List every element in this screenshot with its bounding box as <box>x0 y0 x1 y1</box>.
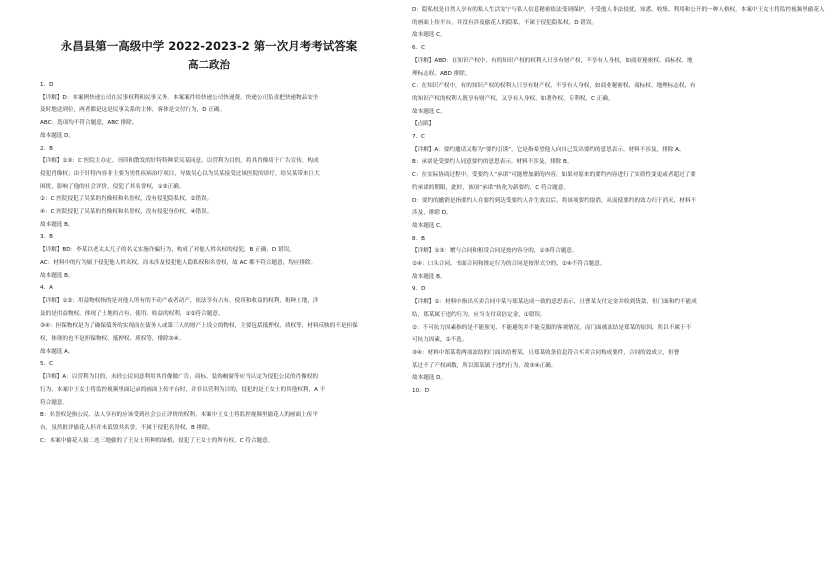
text-line: ②④：口头合同、书面合同和推定行为的合同是按形式分的，②④不符合题意。 <box>412 261 606 268</box>
text-line: 10．D <box>412 388 430 395</box>
right-column-lines <box>412 4 825 398</box>
text-line: 1．D <box>40 82 54 88</box>
text-line: 7．C <box>412 134 426 141</box>
text-line: 故本题选 D。 <box>412 375 447 382</box>
text-line: 某过不了产权函数，所以郑某属于违约行为，故③④正确。 <box>412 362 557 369</box>
text-line: 4．A <box>40 285 53 292</box>
text-line: 5．C <box>40 361 54 368</box>
text-line: 【点睛】 <box>412 121 435 128</box>
text-line: 涉及，排除 D。 <box>412 210 452 217</box>
text-line: ②：不可抗力因素指的是不能预见、不能避免并不能克服的客观情况，而门面被冻结是郑某的原因，所以不属于不 <box>412 324 692 331</box>
text-line: ABC：选项均不符合题意，ABC 排除。 <box>40 120 138 127</box>
text-line: D：隐私权是自然人享有的私人生活安宁与私人信息秘密依法受到保护，不受他人非法侵扰、知悉、收集、利用和公开的一种人格权。本案中王女士将监控视频里偷花人 <box>412 7 825 13</box>
text-line: 及时地送到位，两者都是这是民事关系的主体，客体是交付行为，D 正确。 <box>40 107 226 114</box>
document-title: 永昌县第一高级中学 2022-2023-2 第一次月考考试答案 <box>60 39 358 53</box>
text-line: B：名誉权是指公民、法人享有的应该受到社会公正评价的权利。本案中王女士将监控视频里偷花人的画面上传平 <box>40 412 318 419</box>
text-line: C：本案中偷花人接二连三地偷的了王女士所种的绿植，侵犯了王女士的所有权，C 符合题意。 <box>40 437 274 444</box>
text-line: 的知识产权的权利人既享有财产权，又享有人身权，如著作权、专利权，C 正确。 <box>412 95 614 102</box>
right-column <box>412 4 825 562</box>
text-line: AC：材料中的行为属于侵犯他人姓名权，而未涉及侵犯他人隐私权和名誉权，故 AC 都不符合题意，均应排除。 <box>40 259 317 266</box>
text-line: 【详解】①②：用益物权指的是对他人所有的不动产或者动产，依法享有占有、使用和收益的权利，租种土地，涉 <box>40 297 319 304</box>
text-line: 【详解】A：以营利为目的，未经公民同意利用其肖像做广告、商标、装饰橱窗等应当认定为侵犯公民的肖像权的 <box>40 374 318 381</box>
text-line: 困扰，影响了他的社会评价，侵犯了其名誉权，①③正确。 <box>40 183 185 190</box>
text-line: 的画面上传平台，并没有涉及偷花人的隐私，不属于侵犯隐私权，D 错误。 <box>412 19 598 26</box>
text-line: 权，体现的也不是担保物权、抵押权、质权等，排除③④。 <box>40 336 185 343</box>
text-line: 台，虽然批评偷花人但并未诋毁其名誉，不属于侵犯名誉权，B 排除。 <box>40 424 214 431</box>
text-line: 及的是用益物权，体现了土地的占有、使用、收益的权利，①②符合题意。 <box>40 310 224 317</box>
text-line: 故本题选 B。 <box>40 221 74 228</box>
text-line: ③④：担保物权是为了确保债务的实现而在债务人或第三人的财产上设立的物权，主要包括抵押权、质权等，材料反映的不是担保 <box>40 323 358 330</box>
text-line: 【详解】ABD：在知识产权中，有的知识产权的权利人只享有财产权，不享有人身权，如商业秘密权、商标权、地 <box>412 57 693 64</box>
text-line: ②：C 医院侵犯了吴某的肖像权和名誉权，没有侵犯隐私权，②错误。 <box>40 196 213 203</box>
left-column-lines <box>40 79 378 447</box>
text-line: 故本题选 A。 <box>40 348 74 355</box>
text-line: 【详解】①③：C 医院主办定、刊印和散发的针特特种采吴某同意，以营利为目的，将其肖像用于广告宣传，构成 <box>40 158 319 165</box>
text-line: 【详解】A：要约邀请又称为“要约引诱”，它是指希望他人向自己发出要约的意思表示。材料不涉及，排除 A。 <box>412 146 685 153</box>
text-line: 符合题意。 <box>40 399 68 406</box>
text-line: 故本题选 B。 <box>40 272 74 279</box>
text-line: 【详解】①：材料中指出买卖合同中某与郑某达成一致的意思表示，且曹某支付定金并收到货款，但门面和约不能成 <box>412 299 697 306</box>
text-line: 约承诺的期限，此时，该项“承诺”转化为新要约，C 符合题意。 <box>412 184 569 191</box>
text-line: ④：C 医院侵犯了吴某的肖像权和名誉权，没有侵犯身份权，④错误。 <box>40 209 213 216</box>
text-line: 【详解】BD：李某以老太太儿子的名义实施诈骗行为，构成了对他人姓名权的侵犯，B 正确，D 错误。 <box>40 247 295 254</box>
text-line: 2．B <box>40 145 53 152</box>
text-line: 【详解】D：本案例快递公司在民事权利和民事义务。本案案件给快递公司快递费，快递公司负责把快递物品安全 <box>40 94 319 101</box>
text-line: C：在知识产权中，有的知识产权的权利人只享有财产权，不享有人身权，如商业秘密权、商标权、地理标志权，有 <box>412 83 696 90</box>
text-line: 故本题选 C。 <box>412 108 446 115</box>
text-line: 【详解】①③：赠与合同和租赁合同是按内容分的，①③符合题意。 <box>412 248 578 255</box>
text-line: 3．B <box>40 234 53 241</box>
text-line: B：承诺是受要约人同意要约的意思表示。材料不涉及，排除 B。 <box>412 159 573 166</box>
text-line: 可抗力因素，②不选。 <box>412 337 468 344</box>
text-line: 9．D <box>412 286 426 293</box>
text-line: 结，郑某属于违约行为，应当支付双倍定金，①错误。 <box>412 311 546 318</box>
text-line: 故本题选 D。 <box>40 132 75 139</box>
document-subtitle: 高二政治 <box>188 59 230 71</box>
text-line: ③④：材料中郑某将两项冻结的门面出给曹某，且郑某收条信息符合买卖合同构成要件，合同的效成立，但曹 <box>412 349 680 356</box>
text-line: 故本题选 C。 <box>412 32 446 39</box>
text-line: C：在实际协商过程中，受要约人“承诺”可能增加新的内容，如果对原来的要约内容进行了实质性变更或者超过了要 <box>412 172 696 179</box>
text-line: 侵犯肖像权；由于针特内容非主要为男性疾病治疗项目，导致吴心以为吴某接受过该医院的诊疗，给吴某带来巨大 <box>40 170 320 177</box>
text-line: 8．B <box>412 235 425 242</box>
text-line: 理标志权，ABD 排除。 <box>412 70 471 77</box>
text-line: 6．C <box>412 45 426 52</box>
text-line: D：要约的撤销是指要约人在要约到达受要约人并生效以后，将该项要约取消，从而使要约的效力归于消灭，材料不 <box>412 197 696 204</box>
left-column <box>40 38 378 562</box>
text-line: 故本题选 B。 <box>412 273 446 280</box>
text-line: 故本题选 C。 <box>412 222 446 229</box>
text-line: 行为，本案中王女士将监控视频里面记录的画面上传平台时，并非以营利为目的，侵犯的是王女士的其他权利，A 不 <box>40 386 326 393</box>
